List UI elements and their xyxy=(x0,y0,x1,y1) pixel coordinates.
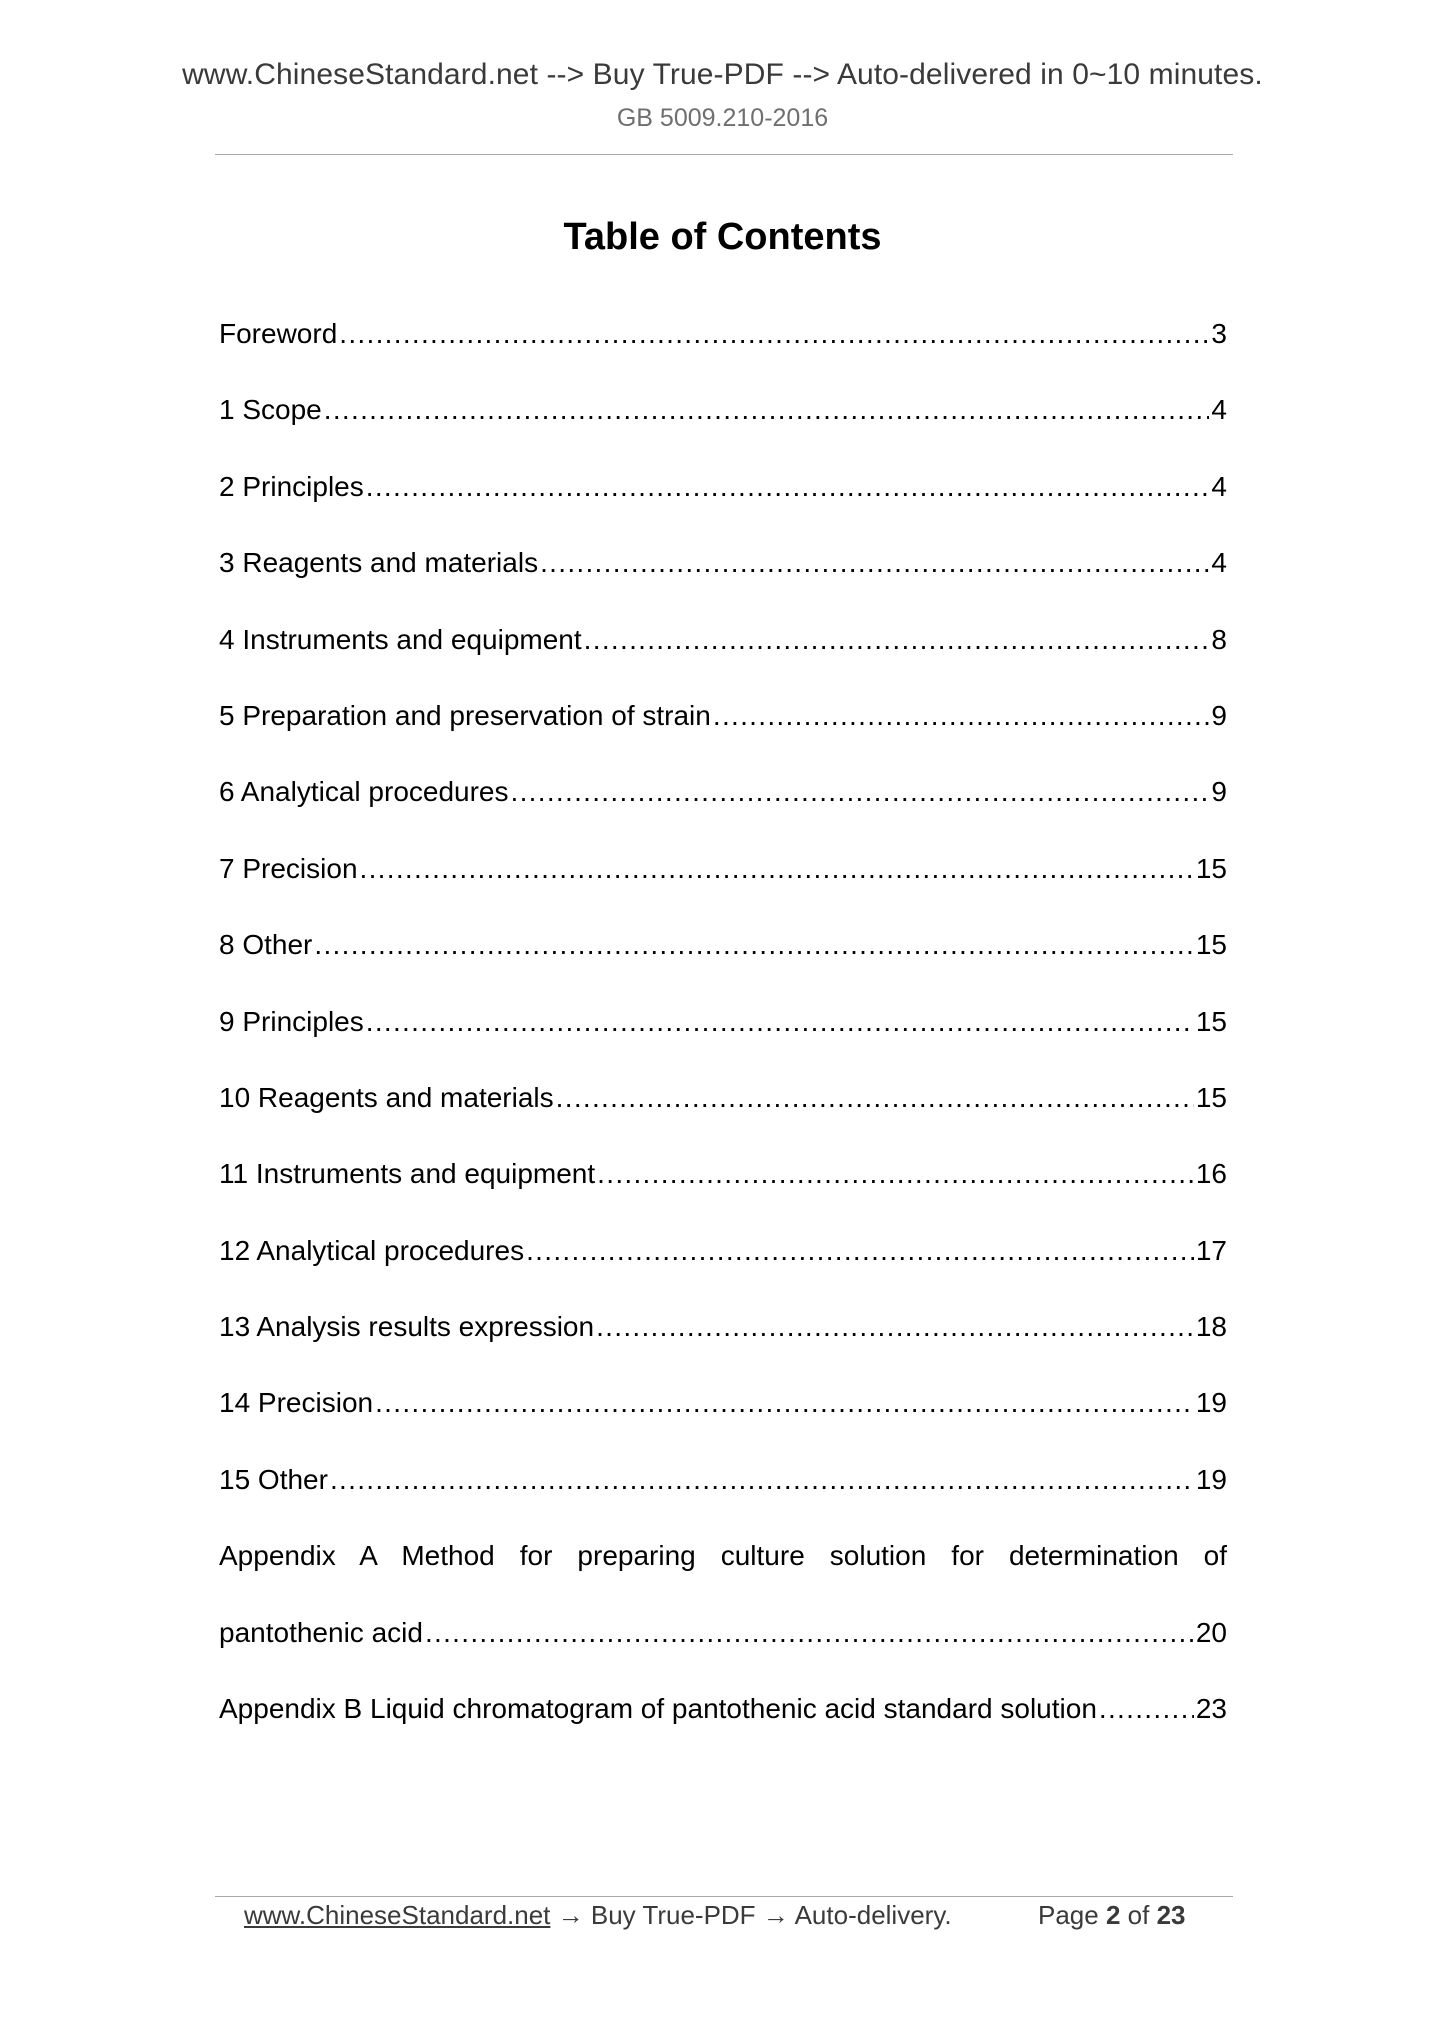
toc-leader-dots xyxy=(360,841,1194,897)
of-word: of xyxy=(1127,1900,1150,1930)
footer-site-link[interactable]: www.ChineseStandard.net xyxy=(244,1900,551,1930)
page-title: Table of Contents xyxy=(563,216,882,258)
toc-entry-label: 10 Reagents and materials xyxy=(219,1081,554,1113)
toc-entry-principles-2[interactable] xyxy=(219,994,1227,1070)
toc-leader-dots xyxy=(314,917,1193,973)
toc-entry-page: 15 xyxy=(1195,852,1227,884)
toc-entry-foreword[interactable] xyxy=(219,306,1227,382)
toc-entry-label: pantothenic acid xyxy=(219,1616,423,1648)
toc-entry-page: 4 xyxy=(1211,394,1227,426)
arrow-right-icon: → xyxy=(755,1900,795,1930)
toc-entry-label: 4 Instruments and equipment xyxy=(219,623,582,655)
toc-leader-dots xyxy=(425,1605,1194,1661)
footer-buy-text: Buy True-PDF xyxy=(590,1900,756,1930)
toc-entry-preparation-of-strain[interactable] xyxy=(219,688,1227,764)
footer-divider xyxy=(215,1896,1233,1897)
toc-entry-page: 9 xyxy=(1211,699,1227,731)
toc-entry-page: 16 xyxy=(1195,1158,1227,1190)
toc-entry-page: 9 xyxy=(1211,776,1227,808)
toc-leader-dots xyxy=(511,764,1210,820)
header-banner: www.ChineseStandard.net --> Buy True-PDF --> Auto-delivered in 0~10 minutes. xyxy=(182,58,1263,91)
standard-number: GB 5009.210-2016 xyxy=(616,104,829,132)
toc-entry-scope[interactable] xyxy=(219,382,1227,458)
toc-entry-page: 19 xyxy=(1195,1463,1227,1495)
toc-entry-label: 14 Precision xyxy=(219,1387,374,1419)
toc-entry-analysis-results-expression[interactable] xyxy=(219,1299,1227,1375)
toc-entry-label: 15 Other xyxy=(219,1463,328,1495)
arrow-right-icon: → xyxy=(550,1900,591,1930)
toc-entry-page: 4 xyxy=(1211,547,1227,579)
toc-entry-appendix-a-line2[interactable] xyxy=(219,1605,1227,1681)
toc-leader-dots xyxy=(324,382,1210,438)
toc-entry-other[interactable] xyxy=(219,917,1227,993)
toc-leader-dots xyxy=(330,1452,1194,1508)
toc-leader-dots xyxy=(584,612,1210,668)
toc-entry-analytical-procedures[interactable] xyxy=(219,764,1227,840)
toc-entry-appendix-a-line1[interactable] xyxy=(219,1528,1227,1604)
toc-leader-dots xyxy=(556,1070,1194,1126)
toc-leader-dots xyxy=(540,535,1209,591)
toc-entry-page: 15 xyxy=(1195,1081,1227,1113)
toc-entry-page: 19 xyxy=(1195,1387,1227,1419)
page-current: 2 xyxy=(1105,1900,1121,1930)
toc-entry-page: 3 xyxy=(1211,318,1227,349)
page-indicator xyxy=(1038,1898,1186,1932)
toc-entry-precision[interactable] xyxy=(219,841,1227,917)
toc-leader-dots xyxy=(366,994,1194,1050)
toc-entry-label: 6 Analytical procedures xyxy=(219,776,509,808)
toc-entry-page: 4 xyxy=(1211,470,1227,502)
toc-entry-label: 12 Analytical procedures xyxy=(219,1234,525,1266)
toc-leader-dots xyxy=(1099,1681,1194,1737)
toc-entry-label: Foreword xyxy=(219,318,338,349)
toc-entry-label: 8 Other xyxy=(219,929,313,961)
toc-leader-dots xyxy=(339,306,1209,362)
toc-entry-principles[interactable] xyxy=(219,459,1227,535)
toc-entry-label: 13 Analysis results expression xyxy=(219,1311,595,1343)
toc-entry-page: 17 xyxy=(1195,1234,1227,1266)
footer-promo xyxy=(244,1898,952,1932)
page-total: 23 xyxy=(1156,1900,1186,1930)
toc-leader-dots xyxy=(526,1223,1194,1279)
toc-entry-page: 15 xyxy=(1195,929,1227,961)
toc-entry-instruments-and-equipment-2[interactable] xyxy=(219,1146,1227,1222)
toc-entry-label: 3 Reagents and materials xyxy=(219,547,539,579)
toc-entry-precision-2[interactable] xyxy=(219,1375,1227,1451)
toc-entry-analytical-procedures-2[interactable] xyxy=(219,1223,1227,1299)
footer-delivery-text: Auto-delivery. xyxy=(794,1900,952,1930)
toc-leader-dots xyxy=(596,1299,1194,1355)
table-of-contents xyxy=(219,306,1227,1757)
toc-entry-appendix-b[interactable] xyxy=(219,1681,1227,1757)
toc-entry-instruments-and-equipment[interactable] xyxy=(219,612,1227,688)
toc-entry-label: 2 Principles xyxy=(219,470,364,502)
toc-leader-dots xyxy=(366,459,1210,515)
toc-entry-page: 18 xyxy=(1195,1311,1227,1343)
page-word: Page xyxy=(1038,1900,1099,1930)
toc-leader-dots xyxy=(597,1146,1194,1202)
toc-entry-label: 1 Scope xyxy=(219,394,322,426)
toc-entry-label: 11 Instruments and equipment xyxy=(219,1158,596,1190)
toc-entry-page: 20 xyxy=(1195,1616,1227,1648)
header-divider xyxy=(215,154,1233,155)
toc-entry-reagents-and-materials[interactable] xyxy=(219,535,1227,611)
toc-entry-page: 23 xyxy=(1195,1693,1227,1725)
toc-entry-page: 8 xyxy=(1211,623,1227,655)
toc-entry-label: Appendix A Method for preparing culture solution for determination of xyxy=(219,1540,1227,1572)
toc-leader-dots xyxy=(375,1375,1194,1431)
toc-entry-page: 15 xyxy=(1195,1005,1227,1037)
toc-entry-label: 5 Preparation and preservation of strain xyxy=(219,699,711,731)
toc-entry-label: 9 Principles xyxy=(219,1005,364,1037)
toc-entry-reagents-and-materials-2[interactable] xyxy=(219,1070,1227,1146)
toc-entry-label: 7 Precision xyxy=(219,852,358,884)
toc-leader-dots xyxy=(713,688,1210,744)
toc-entry-label: Appendix B Liquid chromatogram of pantothenic acid standard solution xyxy=(219,1693,1097,1725)
toc-entry-other-2[interactable] xyxy=(219,1452,1227,1528)
